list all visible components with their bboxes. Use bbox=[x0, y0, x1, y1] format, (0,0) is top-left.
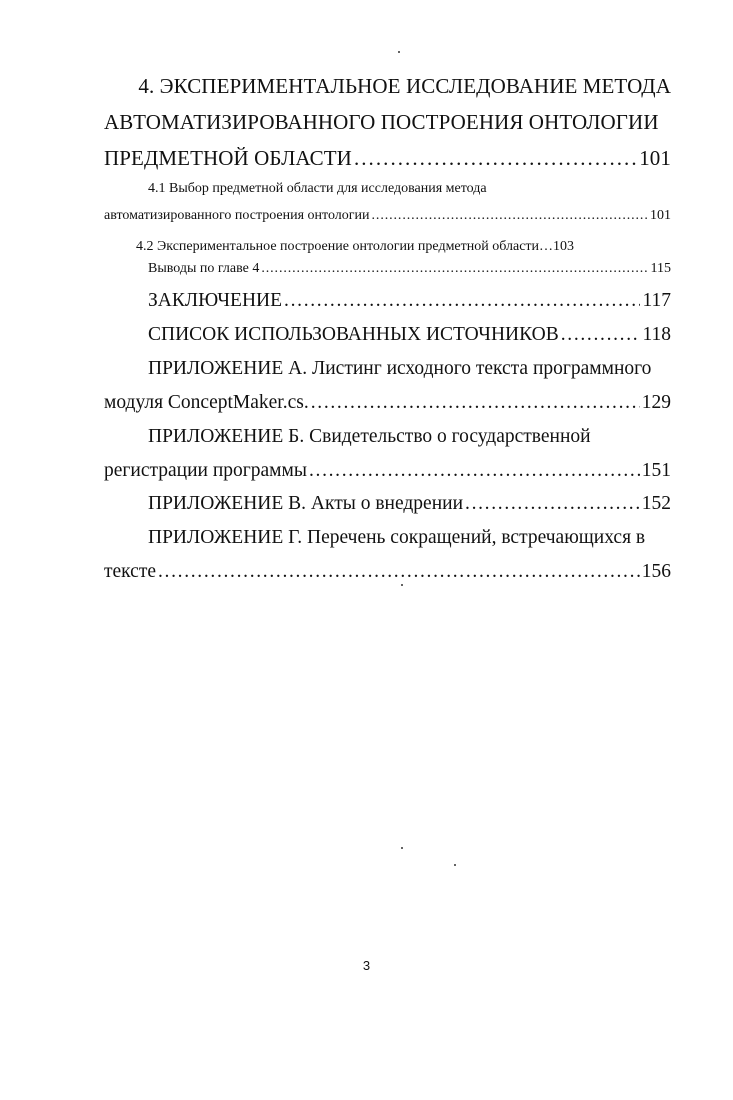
scan-speck bbox=[401, 847, 403, 849]
toc-leader-dots bbox=[261, 262, 648, 276]
toc-appendix-g-line1-text: ПРИЛОЖЕНИЕ Г. Перечень сокращений, встречающихся в bbox=[148, 527, 646, 548]
toc-s41-page: 101 bbox=[650, 208, 671, 223]
scan-speck bbox=[454, 864, 456, 866]
toc-appendix-b-page: 151 bbox=[641, 460, 671, 481]
toc-leader-dots bbox=[311, 393, 640, 413]
toc-sources[interactable] bbox=[148, 325, 671, 345]
toc-leader-dots bbox=[561, 325, 641, 345]
toc-ch4-title-line2-text: АВТОМАТИЗИРОВАННОГО ПОСТРОЕНИЯ ОНТОЛОГИИ bbox=[104, 110, 659, 134]
toc-sources-label: СПИСОК ИСПОЛЬЗОВАННЫХ ИСТОЧНИКОВ bbox=[148, 324, 559, 345]
toc-appendix-g-line1 bbox=[148, 528, 671, 548]
scan-speck bbox=[401, 584, 403, 586]
toc-appendix-g-line2[interactable] bbox=[104, 562, 671, 582]
toc-appendix-v-label: ПРИЛОЖЕНИЕ В. Акты о внедрении bbox=[148, 493, 464, 514]
toc-leader-dots bbox=[284, 291, 640, 311]
toc-conclusion-page: 117 bbox=[642, 290, 671, 311]
toc-ch4-title-line2 bbox=[104, 112, 671, 133]
toc-appendix-b-line2-text: регистрации программы bbox=[104, 460, 307, 481]
toc-appendix-v-page: 152 bbox=[641, 493, 671, 514]
toc-appendix-g-page: 156 bbox=[641, 561, 671, 582]
toc-appendix-a-line1 bbox=[148, 359, 671, 379]
toc-leader-dots bbox=[372, 209, 648, 223]
toc-s42-label: 4.2 Экспериментальное построение онтологии предметной области… bbox=[136, 239, 554, 254]
toc-ch4-page: 101 bbox=[639, 146, 671, 170]
toc-conclusion-label: ЗАКЛЮЧЕНИЕ bbox=[148, 290, 283, 311]
toc-s42[interactable] bbox=[136, 240, 671, 254]
toc-appendix-b-line2[interactable] bbox=[104, 461, 671, 481]
toc-s41-line1 bbox=[148, 182, 671, 196]
toc-s41-line2[interactable] bbox=[104, 209, 671, 223]
toc-appendix-a-line2[interactable] bbox=[104, 393, 671, 413]
scan-speck bbox=[398, 51, 400, 53]
toc-appendix-a-page: 129 bbox=[641, 392, 671, 413]
toc-appendix-b-line1-text: ПРИЛОЖЕНИЕ Б. Свидетельство о государственной bbox=[148, 426, 591, 447]
toc-leader-dots bbox=[158, 562, 640, 582]
toc-ch4-title-line1-text: 4. ЭКСПЕРИМЕНТАЛЬНОЕ ИССЛЕДОВАНИЕ МЕТОДА bbox=[138, 74, 671, 98]
toc-sources-page: 118 bbox=[642, 324, 671, 345]
toc-appendix-a-line2-text: модуля ConceptMaker.cs. bbox=[104, 392, 309, 413]
toc-conclusions-page: 115 bbox=[650, 261, 671, 276]
toc-leader-dots bbox=[309, 461, 640, 481]
toc-s41-line1-text: 4.1 Выбор предметной области для исследования метода bbox=[148, 181, 487, 196]
toc-leader-dots bbox=[354, 148, 637, 169]
toc-ch4-title-line3-text: ПРЕДМЕТНОЙ ОБЛАСТИ bbox=[104, 146, 352, 170]
toc-ch4-title-line1 bbox=[104, 76, 671, 97]
toc-conclusions-label: Выводы по главе 4 bbox=[148, 261, 260, 276]
toc-appendix-b-line1 bbox=[148, 427, 671, 447]
toc-s42-page: 103 bbox=[553, 239, 575, 254]
toc-conclusion[interactable] bbox=[148, 291, 671, 311]
toc-s41-line2-text: автоматизированного построения онтологии bbox=[104, 208, 370, 223]
toc-appendix-v[interactable] bbox=[148, 494, 671, 514]
page-number: 3 bbox=[362, 958, 371, 973]
toc-appendix-a-line1-text: ПРИЛОЖЕНИЕ А. Листинг исходного текста программного bbox=[148, 358, 652, 379]
toc-ch4-title-line3[interactable] bbox=[104, 148, 671, 169]
toc-appendix-g-line2-text: тексте bbox=[104, 561, 156, 582]
toc-leader-dots bbox=[465, 494, 640, 514]
toc-conclusions-ch4[interactable] bbox=[148, 262, 671, 276]
